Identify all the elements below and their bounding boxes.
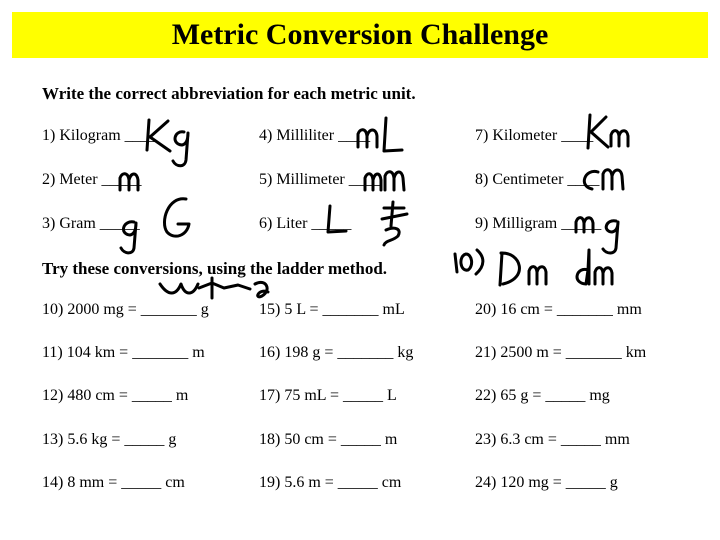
handwritten-item10-note bbox=[455, 250, 612, 285]
abbrev-item: 5) Millimeter ____ bbox=[259, 171, 381, 188]
abbrev-item: 9) Milligram _____ bbox=[475, 215, 602, 232]
conversion-item: 17) 75 mL = _____ L bbox=[259, 387, 397, 404]
conversion-item: 11) 104 km = _______ m bbox=[42, 344, 205, 361]
title-banner bbox=[12, 12, 708, 58]
abbrev-item: 8) Centimeter ____ bbox=[475, 171, 600, 188]
abbrev-item: 1) Kilogram ____ bbox=[42, 127, 157, 144]
handwritten-km bbox=[588, 115, 628, 148]
conversion-item: 10) 2000 mg = _______ g bbox=[42, 301, 209, 318]
conversion-item: 15) 5 L = _______ mL bbox=[259, 301, 405, 318]
conversion-item: 19) 5.6 m = _____ cm bbox=[259, 474, 402, 491]
conversion-item: 20) 16 cm = _______ mm bbox=[475, 301, 642, 318]
page-title: Metric Conversion Challenge bbox=[171, 18, 549, 51]
abbrev-item: 3) Gram _____ bbox=[42, 215, 140, 232]
handwritten-stray-scribble bbox=[160, 278, 268, 298]
abbreviation-instructions: Write the correct abbreviation for each metric unit. bbox=[42, 84, 416, 103]
abbrev-item: 6) Liter _____ bbox=[259, 215, 352, 232]
ladder-instructions: Try these conversions, using the ladder method. bbox=[42, 259, 388, 278]
conversion-item: 13) 5.6 kg = _____ g bbox=[42, 431, 177, 448]
conversion-item: 12) 480 cm = _____ m bbox=[42, 387, 189, 404]
conversion-item: 14) 8 mm = _____ cm bbox=[42, 474, 185, 491]
conversion-item: 16) 198 g = _______ kg bbox=[259, 344, 414, 361]
conversion-item: 22) 65 g = _____ mg bbox=[475, 387, 610, 404]
conversion-item: 18) 50 cm = _____ m bbox=[259, 431, 398, 448]
abbrev-item: 7) Kilometer ____ bbox=[475, 127, 594, 144]
conversion-item: 21) 2500 m = _______ km bbox=[475, 344, 647, 361]
abbrev-item: 2) Meter _____ bbox=[42, 171, 142, 188]
abbrev-item: 4) Milliliter ____ bbox=[259, 127, 371, 144]
conversion-item: 24) 120 mg = _____ g bbox=[475, 474, 618, 491]
conversion-item: 23) 6.3 cm = _____ mm bbox=[475, 431, 630, 448]
scribble-mark bbox=[382, 202, 407, 245]
